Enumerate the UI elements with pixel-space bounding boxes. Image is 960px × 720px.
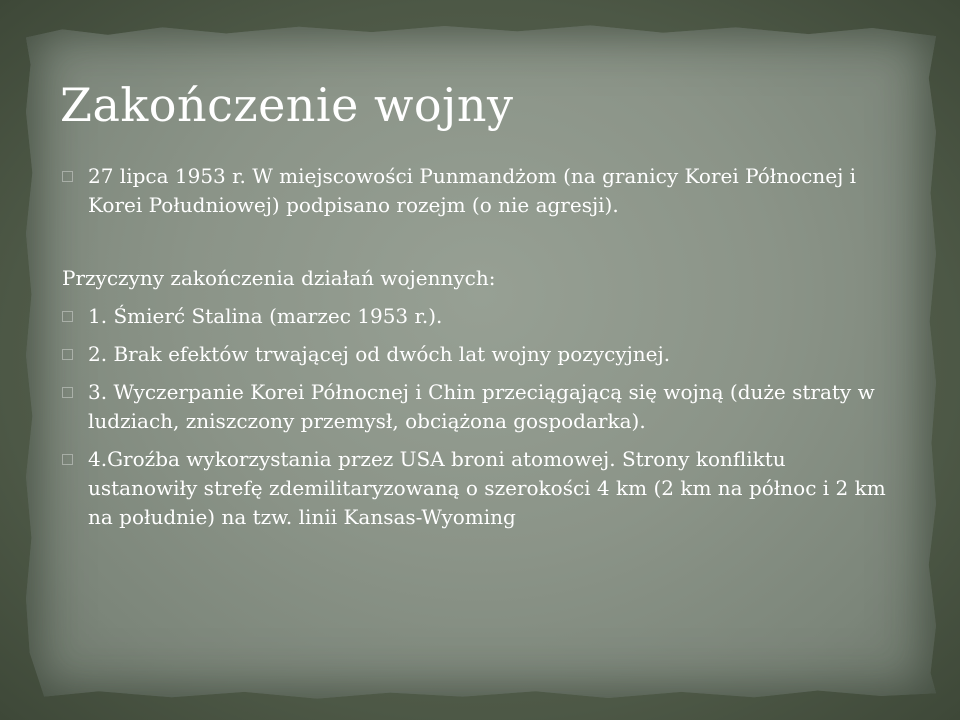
list-item-text: 3. Wyczerpanie Korei Północnej i Chin przeciągającą się wojną (duże straty w ludziach, zniszczony przemysł, obciążona gospodarka). xyxy=(88,380,875,433)
list-item xyxy=(62,162,892,220)
list-item-text: 2. Brak efektów trwającej od dwóch lat wojny pozycyjnej. xyxy=(88,342,671,366)
bullet-icon xyxy=(62,454,73,465)
slide-content xyxy=(62,162,892,532)
slide-title: Zakończenie wojny xyxy=(60,78,514,132)
list-item-text: 1. Śmierć Stalina (marzec 1953 r.). xyxy=(88,304,443,328)
list-item-text: 4.Groźba wykorzystania przez USA broni atomowej. Strony konfliktu ustanowiły strefę zdemilitaryzowaną o szerokości 4 km (2 km na północ i 2 km na południe) na tzw. linii Kansas-Wyoming xyxy=(88,447,886,529)
bullet-icon xyxy=(62,311,73,322)
list-item xyxy=(62,445,892,532)
bullet-icon xyxy=(62,387,73,398)
bullet-icon xyxy=(62,349,73,360)
bullet-icon xyxy=(62,171,73,182)
section-heading: Przyczyny zakończenia działań wojennych: xyxy=(62,266,496,290)
list-item-text: 27 lipca 1953 r. W miejscowości Punmandżom (na granicy Korei Północnej i Korei Południowej) podpisano rozejm (o nie agresji). xyxy=(88,164,857,217)
list-item xyxy=(62,378,892,436)
list-item xyxy=(62,340,892,369)
list-item xyxy=(62,302,892,331)
